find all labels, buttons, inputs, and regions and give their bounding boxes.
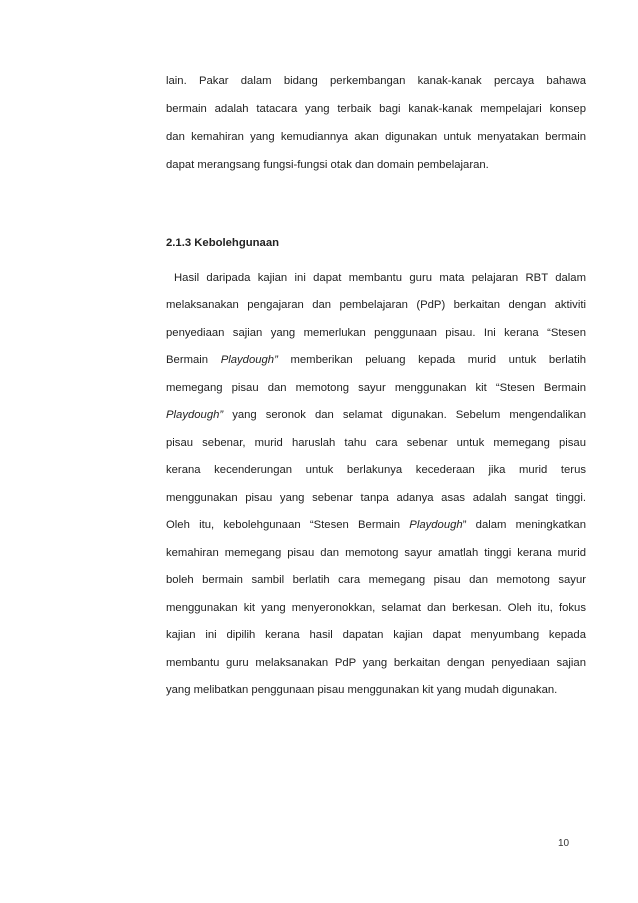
text-line: kerana kecenderungan untuk berlakunya kecederaan jika murid terus	[166, 464, 586, 476]
text-line: kajian ini dipilih kerana hasil dapatan kajian dapat menyumbang kepada	[166, 629, 586, 641]
text-line: membantu guru melaksanakan PdP yang berkaitan dengan penyediaan sajian	[166, 657, 586, 669]
text-line: kemahiran memegang pisau dan memotong sayur amatlah tinggi kerana murid	[166, 547, 586, 559]
text-line	[166, 408, 586, 422]
text-run: memberikan peluang kepada murid untuk berlatih	[277, 354, 586, 366]
text-line: dan kemahiran yang kemudiannya akan digunakan untuk menyatakan bermain	[166, 131, 586, 143]
text-line: melaksanakan pengajaran dan pembelajaran (PdP) berkaitan dengan aktiviti	[166, 299, 586, 311]
italic-run: Playdough”	[166, 409, 224, 421]
text-run: Oleh itu, kebolehgunaan “Stesen Bermain	[166, 519, 410, 531]
text-line: penyediaan sajian yang memerlukan penggunaan pisau. Ini kerana “Stesen	[166, 327, 586, 339]
section-heading: 2.1.3 Kebolehgunaan	[166, 237, 279, 249]
italic-run: Playdough”	[220, 354, 278, 366]
text-line	[166, 518, 586, 532]
text-line: dapat merangsang fungsi-fungsi otak dan domain pembelajaran.	[166, 159, 489, 171]
text-line: yang melibatkan penggunaan pisau menggunakan kit yang mudah digunakan.	[166, 684, 558, 696]
text-line: boleh bermain sambil berlatih cara memegang pisau dan memotong sayur	[166, 574, 586, 586]
text-line: pisau sebenar, murid haruslah tahu cara sebenar untuk memegang pisau	[166, 437, 586, 449]
text-line: bermain adalah tatacara yang terbaik bagi kanak-kanak mempelajari konsep	[166, 103, 586, 115]
text-line	[166, 353, 586, 367]
text-run: Bermain	[166, 354, 221, 366]
text-line: Hasil daripada kajian ini dapat membantu guru mata pelajaran RBT dalam	[174, 272, 586, 284]
text-line: menggunakan kit yang menyeronokkan, selamat dan berkesan. Oleh itu, fokus	[166, 602, 586, 614]
text-run: ” dalam meningkatkan	[462, 519, 586, 531]
text-run: yang seronok dan selamat digunakan. Sebelum mengendalikan	[223, 409, 586, 421]
text-line: memegang pisau dan memotong sayur menggunakan kit “Stesen Bermain	[166, 382, 586, 394]
italic-run: Playdough	[409, 519, 463, 531]
page-number: 10	[558, 838, 570, 849]
text-line: lain. Pakar dalam bidang perkembangan kanak-kanak percaya bahawa	[166, 75, 586, 87]
text-line: menggunakan pisau yang sebenar tanpa adanya asas adalah sangat tinggi.	[166, 492, 586, 504]
